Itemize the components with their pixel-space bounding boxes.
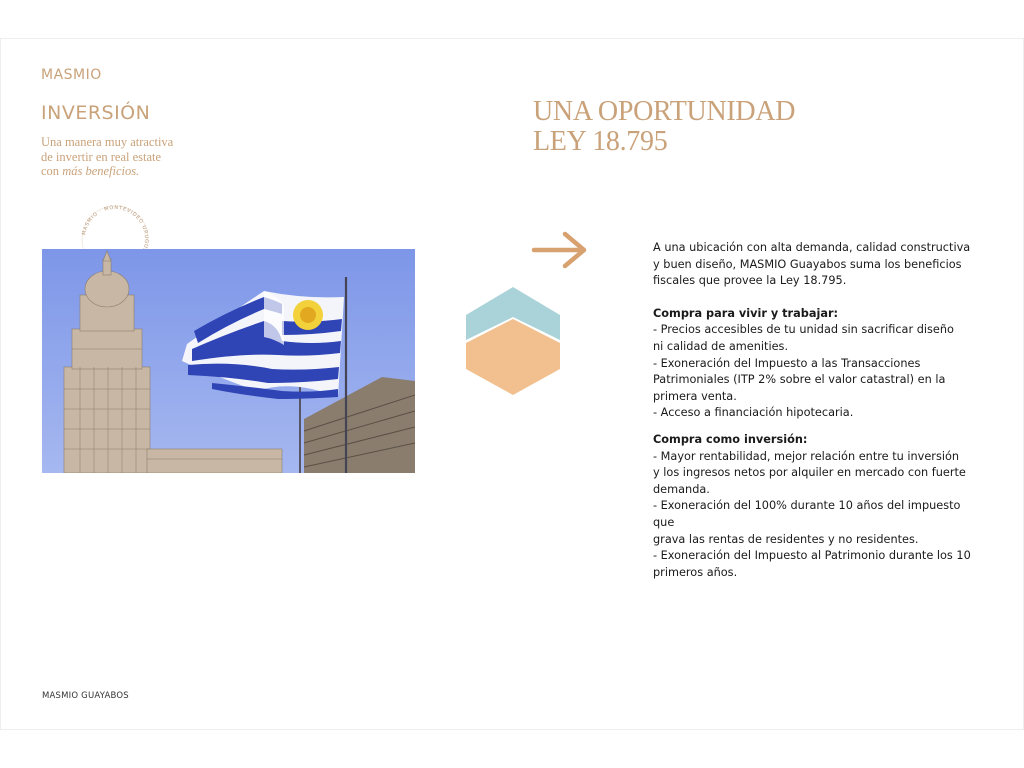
benefit-line: y los ingresos netos por alquiler en mercado con fuerte	[653, 466, 966, 480]
section-investment-title: Compra como inversión:	[653, 432, 808, 446]
benefit-line: - Exoneración del Impuesto a las Transacciones	[653, 356, 921, 370]
benefit-line: demanda.	[653, 482, 710, 496]
headline	[533, 97, 795, 157]
tagline	[41, 135, 241, 179]
tagline-emphasis: más beneficios.	[62, 164, 140, 178]
tagline-line-3	[41, 164, 241, 179]
tagline-prefix: con	[41, 164, 63, 178]
benefits-text	[653, 240, 983, 581]
benefit-line: Patrimoniales (ITP 2% sobre el valor catastral) en la	[653, 373, 946, 387]
section-live-work-title: Compra para vivir y trabajar:	[653, 306, 839, 320]
tagline-line-1: Una manera muy atractiva	[41, 135, 174, 149]
benefit-line: primeros años.	[653, 565, 738, 579]
benefit-line: - Precios accesibles de tu unidad sin sacrificar diseño	[653, 323, 954, 337]
seal-text: MASMIO · MONTEVIDEO URUGU	[81, 204, 150, 250]
intro-line: fiscales que provee la Ley 18.795.	[653, 274, 847, 288]
headline-line-1: UNA OPORTUNIDAD	[533, 96, 796, 127]
benefit-line: - Mayor rentabilidad, mejor relación entre tu inversión	[653, 449, 960, 463]
document-page	[0, 38, 1024, 730]
intro-line: y buen diseño, MASMIO Guayabos suma los beneficios	[653, 257, 962, 271]
section-title: INVERSIÓN	[41, 102, 151, 124]
benefit-line: - Exoneración del Impuesto al Patrimonio durante los 10	[653, 549, 971, 563]
footer-label: MASMIO GUAYABOS	[42, 691, 129, 701]
benefit-line: ni calidad de amenities.	[653, 339, 789, 353]
intro-paragraph	[653, 240, 983, 290]
arrow-right-icon	[531, 229, 589, 271]
section-live-work	[653, 306, 983, 422]
section-investment	[653, 432, 983, 581]
montevideo-flag-photo	[42, 249, 415, 473]
hexagon-logo-icon	[464, 285, 562, 397]
benefit-line: grava las rentas de residentes y no residentes.	[653, 532, 919, 546]
benefit-line: - Exoneración del 100% durante 10 años del impuesto que	[653, 499, 961, 529]
intro-line: A una ubicación con alta demanda, calidad constructiva	[653, 241, 971, 254]
benefit-line: primera venta.	[653, 389, 737, 403]
tagline-line-2: de invertir en real estate	[41, 149, 162, 164]
brand-logo: MASMIO	[41, 67, 102, 83]
benefit-line: - Acceso a financiación hipotecaria.	[653, 406, 854, 420]
headline-line-2: LEY 18.795	[533, 126, 668, 157]
